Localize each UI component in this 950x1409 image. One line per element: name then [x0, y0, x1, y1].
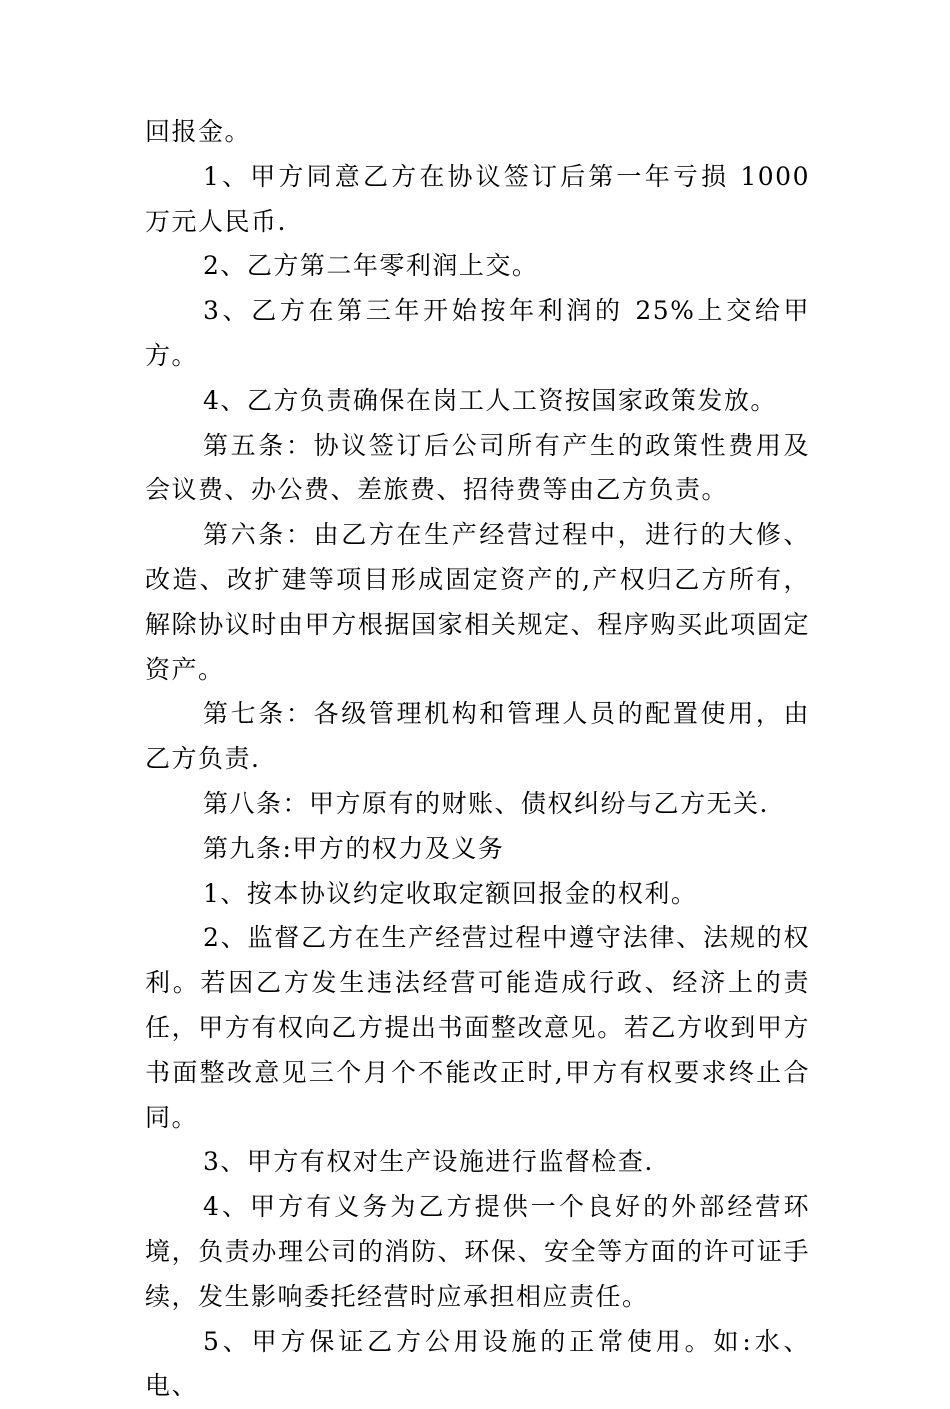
paragraph-rights-1: 1、按本协议约定收取定额回报金的权利。	[203, 878, 698, 908]
paragraph-clause-4: 4、乙方负责确保在岗工人工资按国家政策发放。	[203, 385, 777, 415]
paragraph-article-8: 第八条：甲方原有的财账、债权纠纷与乙方无关.	[203, 788, 769, 818]
paragraph-rights-2: 2、监督乙方在生产经营过程中遵守法律、法规的权利。若因乙方发生违法经营可能造成行政、经济上的责任，甲方有权向乙方提出书面整改意见。若乙方收到甲方书面整改意见三个月个不能改正时,甲方有权要求终止合同。	[145, 923, 810, 1132]
paragraph-duty-4: 4、甲方有义务为乙方提供一个良好的外部经营环境，负责办理公司的消防、环保、安全等方面的许可证手续，发生影响委托经营时应承担相应责任。	[145, 1192, 810, 1311]
paragraph-article-9-heading: 第九条:甲方的权力及义务	[203, 833, 505, 863]
paragraph-duty-5: 5、甲方保证乙方公用设施的正常使用。如:水、电、	[145, 1326, 810, 1401]
paragraph-article-5: 第五条：协议签订后公司所有产生的政策性费用及会议费、办公费、差旅费、招待费等由乙方负责。	[145, 430, 810, 505]
paragraph-article-6: 第六条：由乙方在生产经营过程中，进行的大修、改造、改扩建等项目形成固定资产的,产权归乙方所有，解除协议时由甲方根据国家相关规定、程序购买此项固定资产。	[145, 520, 810, 684]
paragraph-article-7: 第七条：各级管理机构和管理人员的配置使用，由乙方负责.	[145, 699, 810, 774]
paragraph-clause-1: 1、甲方同意乙方在协议签订后第一年亏损 1000 万元人民币.	[145, 161, 810, 236]
document-body	[145, 110, 810, 1409]
paragraph-clause-3: 3、乙方在第三年开始按年利润的 25%上交给甲方。	[145, 296, 810, 370]
paragraph-clause-2: 2、乙方第二年零利润上交。	[203, 251, 539, 281]
paragraph-rights-3: 3、甲方有权对生产设施进行监督检查.	[203, 1147, 654, 1177]
paragraph-continuation: 回报金。	[145, 117, 252, 146]
